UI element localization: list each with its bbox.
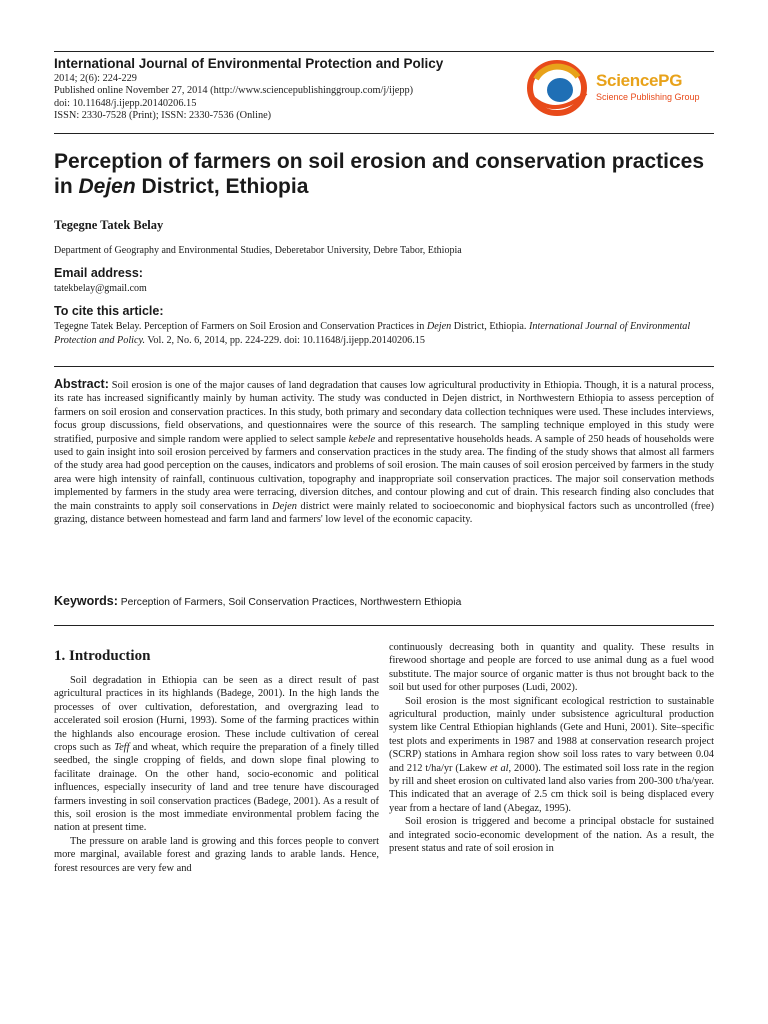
author-name: Tegegne Tatek Belay [54,218,164,232]
abstract [54,378,714,526]
body-rule [54,625,714,626]
abstract-rule [54,366,714,367]
cite-italic-b: International Journal of Environmental Protection and Policy. [54,321,691,346]
section-heading-introduction: 1. Introduction [54,648,151,664]
header-bottom-rule [54,133,714,134]
title-part-1: Perception of farmers on soil erosion and conservation practices in [54,150,705,198]
title-italic: Dejen [78,175,136,198]
abstract-text-3: district were mainly related to socioeconomic and biophysical factors such as uncontrolled (free) grazing, distance between homestead and farm land and farmers' low level of the economic capacity. [54,500,714,526]
keywords [54,594,714,608]
citation-text [54,320,714,348]
cite-label: To cite this article: [54,304,164,318]
intro-p1-text-a: Soil degradation in Ethiopia can be seen as a direct result of past agricultural practices in its highlands (Badege, 2001). In the high lands the processes of over cultivation, deforestation, and overgrazing lead to accelerated soil erosion (Hurni, 1993). Some of the farming practices within the highlands also encourage erosion. These include cultivation of cereal crops such as [54,675,379,754]
abstract-italic-1: kebele [348,433,376,445]
body-column-left [54,674,379,875]
journal-header [54,56,514,123]
abstract-label: Abstract: [54,377,109,391]
logo-brand: SciencePG [596,71,683,90]
published-line[interactable]: Published online November 27, 2014 (http://www.sciencepublishinggroup.com/j/ijepp) [54,85,414,97]
article-title [54,149,714,199]
intro-p4-text-b: , 2000). The estimated soil loss rate in the region by rill and sheet erosion on cultivated land also varies from 200-300 t/ha/year. This indicated that an average of 2.5 cm thick soil is being displaced every year from a hectare of land (Abegaz, 1995). [389,762,714,814]
keywords-text: Perception of Farmers, Soil Conservation Practices, Northwestern Ethiopia [120,597,462,608]
author-affiliation: Department of Geography and Environmental Studies, Deberetabor University, Debre Tabor, Ethiopia [54,245,462,256]
cite-italic-a: Dejen [426,321,452,332]
cite-part-b: District, Ethiopia. [451,321,530,332]
cite-part-a: Tegegne Tatek Belay. Perception of Farmers on Soil Erosion and Conservation Practices in [54,321,427,332]
abstract-italic-2: Dejen [272,500,297,512]
intro-paragraph-5: Soil erosion is triggered and become a principal obstacle for sustained and integrated socio-economic development of the nation. As a result, the present status and rate of soil erosion in [389,816,714,855]
abstract-text-1: Soil erosion is one of the major causes of land degradation that causes low agricultural productivity in Ethiopia. Though, it is a natural process, its rate has increased significantly mainly by human activity. The study was conducted in Dejen district, in Northwestern Ethiopia to assess perception of farmers on soil erosion and conservation practices. In this study, both primary and secondary data collection techniques were used. These includes interviews, focus group discussions, field observations, and questionnaires were the source of this research. The sampling technique employed in this study were stratified, purposive and simple random were applied to select sample [54,380,714,445]
intro-p1-italic: Teff [114,742,130,754]
doi-line: doi: 10.11648/j.ijepp.20140206.15 [54,97,197,109]
intro-paragraph-3: continuously decreasing both in quantity and quality. These results in firewood shortage and people are forced to use animal dung as a fuel wood substitute. The major source of organic matter is thus not brought back to the soil but used for other purposes (Ludi, 2002). [389,642,714,694]
intro-paragraph-2: The pressure on arable land is growing and this forces people to convert more marginal, available forest and grazing lands to arable lands. Hence, forest resources are very few and [54,835,379,874]
sciencepg-logo-icon [526,57,592,117]
logo-subtitle: Science Publishing Group [596,92,700,102]
header-top-rule [54,51,714,52]
intro-p1-text-b: and wheat, which require the preparation of a finely tilled seedbed, the single cropping of fields, and down slope final plowing to facilitate drainage. On the other hand, socio-economic and political influences, especially insecurity of land and tree tenure have discouraged farmers investing in soil conservation practices (Badege, 2001). As a result of this, soil erosion is the most immediate environmental problem facing the nation at present time. [54,742,379,834]
intro-p4-text-a: Soil erosion is the most significant ecological restriction to sustainable agricultural production, mainly under subsistence agricultural production system like Central Ethiopian highlands (Gete and Huni, 2001). Site–specific test plots and experiments in 1987 and 1988 at conservation research project (SCRP) stations in Amhara region show soil loss rates to vary between 0.04 and 212 t/ha/yr (Lakew [389,695,714,774]
abstract-text-2: and representative households heads. A sample of 250 heads of households were used to gain insight into soil erosion perceived by farmers and conservation practices in the study area. The finding of the study shows that almost all farmers of the study area had good perception on the causes, indicators and problems of soil erosion. The main causes of soil erosion perceived by farmers in the study area were high intensity of rainfall, continuous cultivation, topography and inappropriate soil conservation practices. The major soil conservation methods implemented by farmers in the study area were terracing, diversion ditches, and contour plowing and cut of drain. This research finding also concludes that the main constraints to apply soil conservations in [54,433,714,512]
journal-name: International Journal of Environmental Protection and Policy [54,56,444,71]
cite-part-c: Vol. 2, No. 6, 2014, pp. 224-229. doi: 10.11648/j.ijepp.20140206.15 [145,335,425,346]
intro-paragraph-1 [54,674,379,835]
title-part-2: District, Ethiopia [135,175,309,198]
keywords-label: Keywords: [54,594,118,608]
issn-line: ISSN: 2330-7528 (Print); ISSN: 2330-7536 (Online) [54,110,272,122]
body-column-right [389,641,714,856]
journal-issue: 2014; 2(6): 224-229 [54,73,137,84]
intro-paragraph-4 [389,695,714,816]
email-label: Email address: [54,266,143,280]
intro-p4-italic: et al [490,762,509,774]
email-value[interactable]: tatekbelay@gmail.com [54,283,147,294]
sciencepg-logo [526,57,716,117]
